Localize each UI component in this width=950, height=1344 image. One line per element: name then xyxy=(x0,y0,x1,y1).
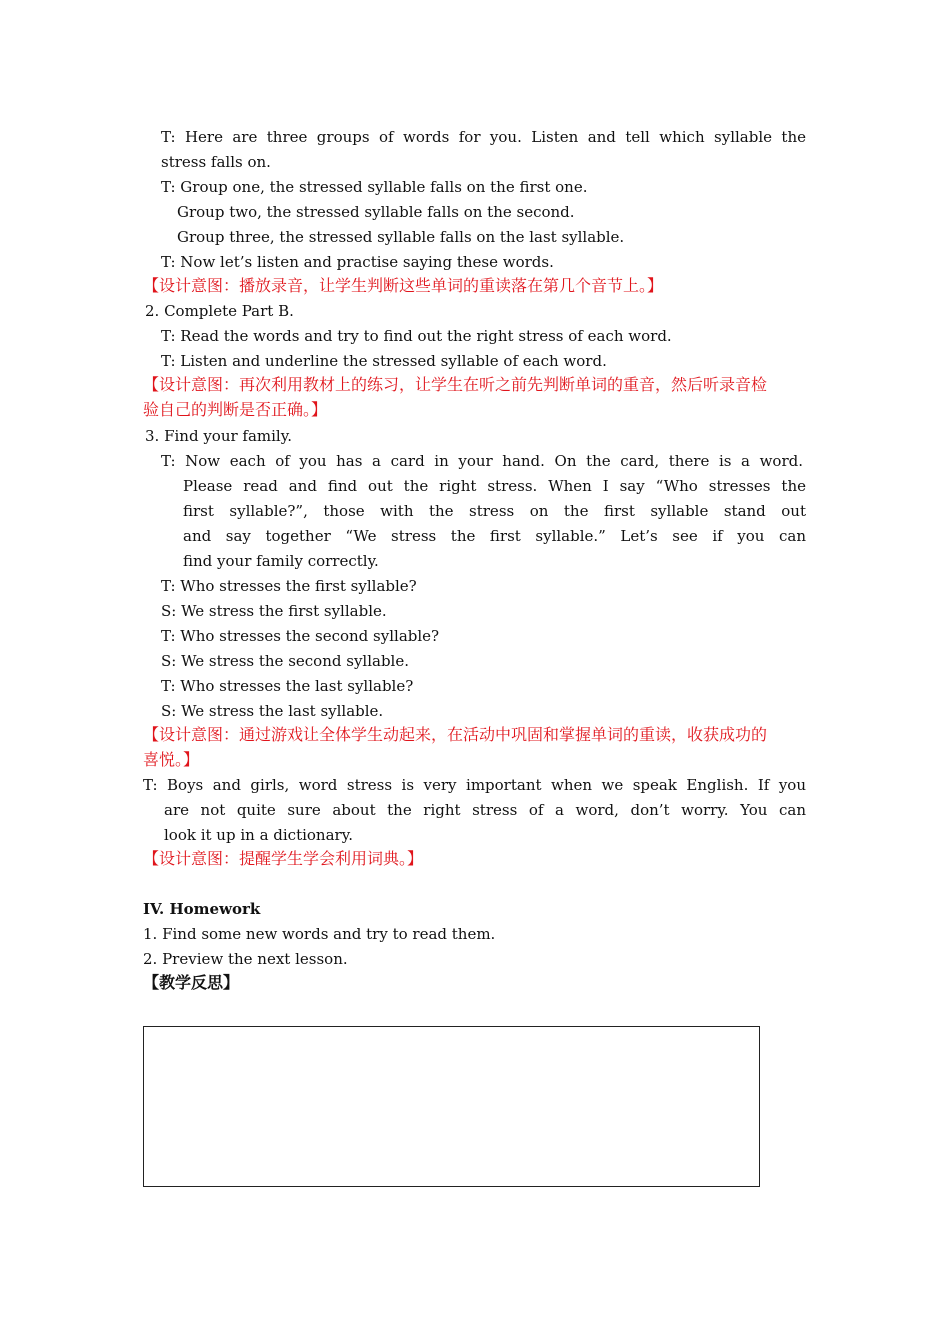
group-two-line: Group two, the stressed syllable falls on the second. xyxy=(177,203,575,221)
family-para-line-1: T: Now each of you has a card in your hand. On the card, there is a word. xyxy=(161,452,803,470)
reflection-heading: 【教学反思】 xyxy=(143,973,240,992)
design-intent-3b: 喜悦。】 xyxy=(143,750,200,769)
stress-intro-line: T: Here are three groups of words for you. Listen and tell which syllable the xyxy=(161,128,806,146)
design-intent-2a: 【设计意图：再次利用教材上的练习，让学生在听之前先判断单词的重音，然后听录音检 xyxy=(143,375,768,394)
homework-item-2: 2. Preview the next lesson. xyxy=(143,950,348,968)
family-para-line-5: find your family correctly. xyxy=(183,552,379,570)
homework-item-1: 1. Find some new words and try to read them. xyxy=(143,925,496,943)
practise-line: T: Now let’s listen and practise saying these words. xyxy=(161,253,554,271)
teacher-note-line-2: are not quite sure about the right stress of a word, don’t worry. You can xyxy=(164,801,806,819)
group-one-line: T: Group one, the stressed syllable falls on the first one. xyxy=(161,178,588,196)
dialogue-line: S: We stress the first syllable. xyxy=(161,602,387,620)
design-intent-2b: 验自己的判断是否正确。】 xyxy=(143,400,328,419)
part-b-heading: 2. Complete Part B. xyxy=(145,302,294,320)
part-b-line-1: T: Read the words and try to find out the right stress of each word. xyxy=(161,327,672,345)
homework-heading: IV. Homework xyxy=(143,900,261,918)
family-para-line-4: and say together “We stress the first syllable.” Let’s see if you can xyxy=(183,527,806,545)
family-para-line-2: Please read and find out the right stress. When I say “Who stresses the xyxy=(183,477,806,495)
dialogue-line: S: We stress the last syllable. xyxy=(161,702,384,720)
family-heading: 3. Find your family. xyxy=(145,427,292,445)
design-intent-1: 【设计意图：播放录音，让学生判断这些单词的重读落在第几个音节上。】 xyxy=(143,276,664,295)
design-intent-4: 【设计意图：提醒学生学会利用词典。】 xyxy=(143,849,424,868)
teacher-note-line-3: look it up in a dictionary. xyxy=(164,826,353,844)
dialogue-line: T: Who stresses the second syllable? xyxy=(161,627,440,645)
dialogue-line: T: Who stresses the last syllable? xyxy=(161,677,414,695)
teacher-note-line-1: T: Boys and girls, word stress is very important when we speak English. If you xyxy=(143,776,806,794)
dialogue-line: S: We stress the second syllable. xyxy=(161,652,409,670)
family-para-line-3: first syllable?”, those with the stress on the first syllable stand out xyxy=(183,502,806,520)
reflection-box xyxy=(143,1026,760,1187)
design-intent-3a: 【设计意图：通过游戏让全体学生动起来，在活动中巩固和掌握单词的重读，收获成功的 xyxy=(143,725,768,744)
stress-intro-line-cont: stress falls on. xyxy=(161,153,271,171)
group-three-line: Group three, the stressed syllable falls on the last syllable. xyxy=(177,228,625,246)
dialogue-line: T: Who stresses the first syllable? xyxy=(161,577,417,595)
part-b-line-2: T: Listen and underline the stressed syllable of each word. xyxy=(161,352,607,370)
